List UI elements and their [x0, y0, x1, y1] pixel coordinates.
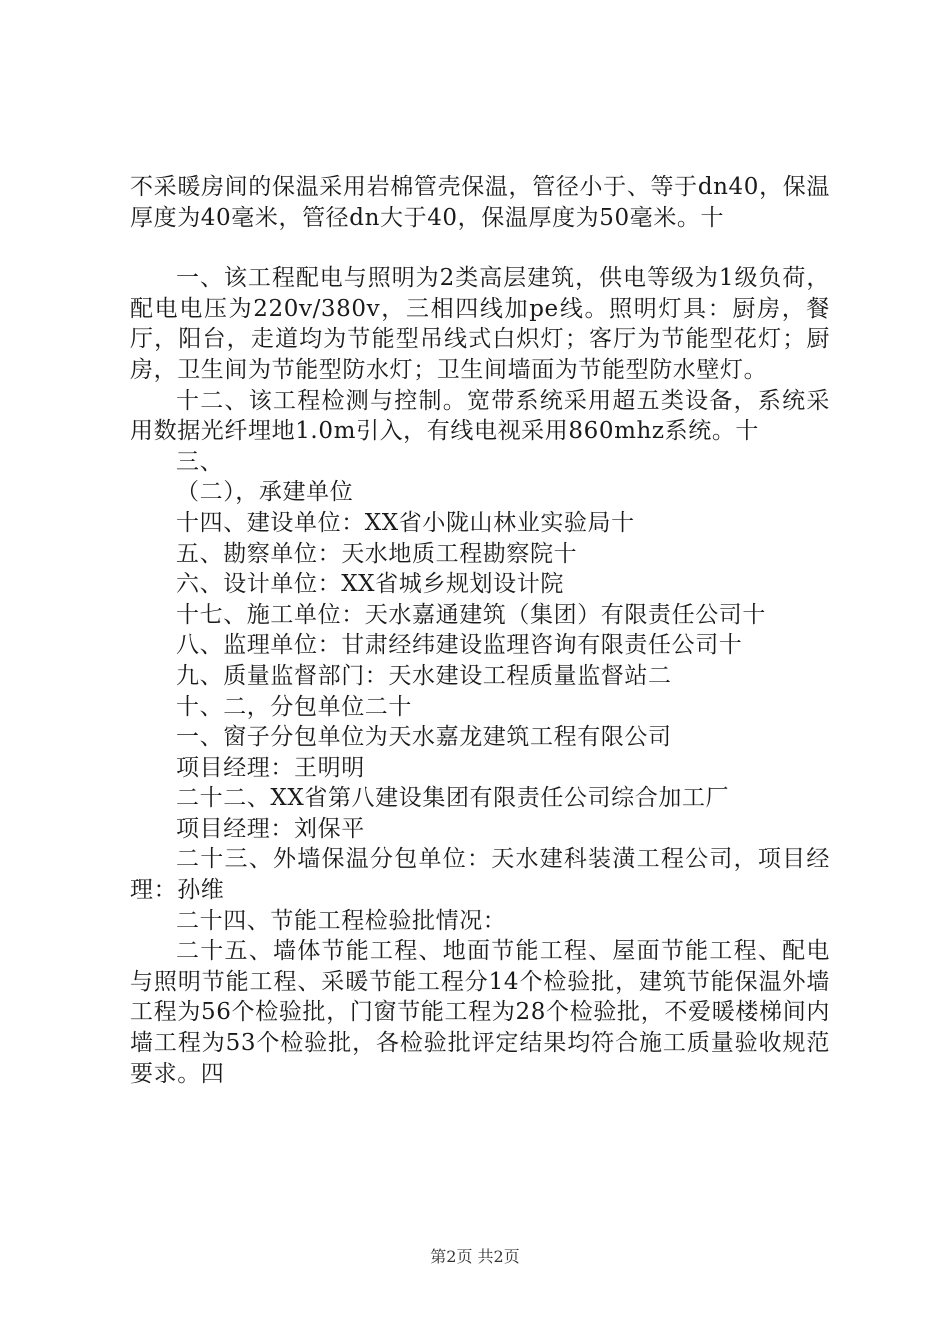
paragraph-wall-insulation-subcontractor: 二十三、外墙保温分包单位：天水建科装潢工程公司，项目经理：孙维 [130, 846, 830, 904]
paragraph-construction-unit: 十四、建设单位：XX省小陇山林业实验局十 [176, 509, 635, 536]
paragraph-project-manager-1: 项目经理：王明明 [176, 754, 365, 781]
paragraph-item-three: 三、 [176, 448, 224, 475]
paragraph-gap [130, 233, 830, 263]
paragraph-survey-unit: 五、勘察单位：天水地质工程勘察院十 [176, 540, 578, 567]
paragraph-processing-plant: 二十二、XX省第八建设集团有限责任公司综合加工厂 [176, 785, 730, 812]
paragraph-subcontractor-heading: 十、二，分包单位二十 [176, 693, 412, 720]
document-body [130, 172, 830, 1089]
page-number-footer: 第2页 共2页 [430, 1247, 520, 1266]
paragraph-detection-control: 十二、该工程检测与控制。宽带系统采用超五类设备，系统采用数据光纤埋地1.0m引入，有线电视采用860mhz系统。十 [130, 387, 830, 445]
paragraph-insulation: 不采暖房间的保温采用岩棉管壳保温，管径小于、等于dn40，保温厚度为40毫米，管径dn大于40，保温厚度为50毫米。十 [130, 174, 830, 231]
paragraph-supervision-unit: 八、监理单位：甘肃经纬建设监理咨询有限责任公司十 [176, 632, 743, 659]
paragraph-quality-supervision: 九、质量监督部门：天水建设工程质量监督站二 [176, 662, 672, 689]
paragraph-builder-unit: 十七、施工单位：天水嘉通建筑（集团）有限责任公司十 [176, 601, 766, 628]
paragraph-power-lighting: 一、该工程配电与照明为2类高层建筑，供电等级为1级负荷，配电电压为220v/380v，三相四线加pe线。照明灯具：厨房，餐厅，阳台，走道均为节能型吊线式白炽灯；客厅为节能型花灯；厨房，卫生间为节能型防水灯；卫生间墙面为节能型防水壁灯。 [130, 265, 830, 383]
paragraph-contractor-heading: （二），承建单位 [176, 479, 354, 506]
paragraph-inspection-heading: 二十四、节能工程检验批情况： [176, 907, 507, 934]
paragraph-window-subcontractor: 一、窗子分包单位为天水嘉龙建筑工程有限公司 [176, 724, 672, 751]
paragraph-project-manager-2: 项目经理：刘保平 [176, 815, 365, 842]
paragraph-design-unit: 六、设计单位：XX省城乡规划设计院 [176, 571, 564, 598]
paragraph-inspection-details: 二十五、墙体节能工程、地面节能工程、屋面节能工程、配电与照明节能工程、采暖节能工程分14个检验批，建筑节能保温外墙工程为56个检验批，门窗节能工程为28个检验批，不爱暖楼梯间内墙工程为53个检验批，各检验批评定结果均符合施工质量验收规范要求。四 [130, 938, 830, 1087]
